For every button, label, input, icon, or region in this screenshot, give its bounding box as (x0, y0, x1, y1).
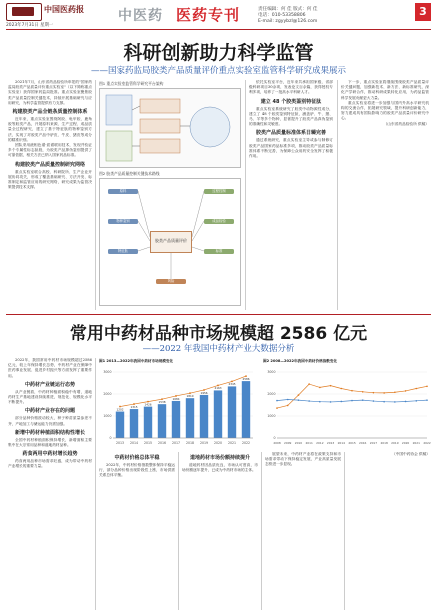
paragraph: 重点实验室将进一步加强与国内外高水平研究机构的交流合作，拓展研究领域，提升科研创新能力，努力建成具有国际影响力的胶类产品质量评价研究中心。 (341, 100, 429, 121)
chart2-point (362, 399, 364, 401)
paragraph: 展望未来，中药材产业将在政策支持和市场需求带动下保持稳定发展，产业高质量发展态势进一步显现。 (265, 452, 341, 467)
chart1-trend-point (147, 401, 149, 403)
chart2-x-tick-label: 2022 (423, 441, 431, 445)
chart1-bar (130, 409, 138, 438)
chart2-point (308, 400, 310, 402)
paragraph: 团队采用液相色谱-质谱联用技术，发现并验证多个专属性标志肽段，为胶类产品掺伪鉴别提供了可靠依据，相关方法已纳入国家药品标准。 (8, 143, 92, 158)
paragraph: 部分品种价格波动较大，种子种苗质量参差不齐，产地加工与储运能力仍需加强。 (8, 416, 92, 426)
chart2-series-line (277, 384, 427, 408)
chart1-bar (242, 381, 250, 438)
figure2-node: 原料 (108, 189, 138, 194)
chart1-trend-point (203, 389, 205, 391)
article1-col3 (249, 80, 333, 308)
chart2-point (276, 400, 278, 402)
issue-date: 2023年7月31日 星期一 (6, 23, 54, 28)
chart1-x-tick-label: 2022 (241, 441, 251, 445)
chart1-x-tick-label: 2019 (199, 441, 209, 445)
chart1-data-label: 1538 (158, 399, 166, 404)
chart2-point (276, 407, 278, 409)
chart2-y-tick-label: 2000 (267, 392, 276, 397)
paragraph: 2022年，我国常用中药材市场规模超过2586亿元，较上年保持增长态势，中药材产业在保障中医药事业发展、促进乡村振兴等方面发挥了重要作用。 (8, 358, 92, 378)
chart1-bar (144, 407, 152, 438)
chart1-x-tick-label: 2013 (115, 441, 125, 445)
section-heading: 中药材价格总体平稳 (114, 455, 160, 461)
chart2-x-tick-label: 2012 (316, 441, 324, 445)
chart1-bar (200, 395, 208, 438)
masthead-rule (6, 29, 431, 30)
chart1-data-label: 1426 (144, 402, 152, 407)
figure2-node: 成品检验 (204, 219, 234, 224)
chart2-y-tick-label: 0 (273, 436, 276, 441)
chart1-trend-point (133, 403, 135, 405)
article1-col4 (341, 80, 429, 308)
chart2-point (426, 386, 428, 388)
paragraph: 通过系统研究，重点实验室主导或参与制修订胶类产品国家药品标准多项，推动胶类产品质量标准体系不断完善，为保障公众用药安全发挥了积极作用。 (249, 138, 333, 159)
chart2-point (319, 387, 321, 389)
chart2-point (351, 400, 353, 402)
paragraph: 从产业链看，中药材种植面积稳中有增，道地药材生产基地建设持续推进，规范化、规模化水平不断提升。 (8, 389, 92, 405)
chart1-data-label: 1956 (200, 390, 208, 395)
chart2-point (394, 401, 396, 403)
article-divider (6, 314, 431, 315)
chart2-x-tick-label: 2014 (337, 441, 345, 445)
figure2-node: 物种鉴别 (108, 219, 138, 224)
column-divider (261, 452, 262, 610)
column-divider (95, 358, 96, 610)
chart2-x-tick-label: 2015 (348, 441, 356, 445)
paragraph: 全国中药材种植面积保持增长，新增面积主要集中在大宗常用品种和道地药材品种。 (8, 437, 92, 448)
section-heading: 构建胶类产品全链条质量控制体系 (12, 109, 88, 116)
chart2-point (383, 401, 385, 403)
chart1-trend-point (245, 375, 247, 377)
chart2-x-tick-label: 2013 (326, 441, 335, 445)
article2-col3 (182, 452, 258, 610)
chart2-x-tick-label: 2009 (284, 441, 292, 445)
chart2-point (298, 399, 300, 401)
chart2-x-tick-label: 2019 (391, 441, 399, 445)
chart2-point (319, 401, 321, 403)
chart2-point (415, 400, 417, 402)
chart2-point (415, 388, 417, 390)
figure2 (99, 178, 241, 306)
chart1-data-label: 2345 (228, 382, 236, 387)
chart1-data-label: 1202 (116, 407, 124, 412)
chart2-point (362, 391, 364, 393)
page-number: 3 (415, 3, 431, 21)
figure2-node: 特征肽 (108, 249, 138, 254)
signature: （中国中药协会 供稿） (391, 452, 430, 456)
chart1-x-tick-label: 2018 (185, 441, 195, 445)
chart2-x-tick-label: 2010 (294, 441, 303, 445)
chart1-trend-point (217, 385, 219, 387)
chart1-y-tick-label: 3000 (103, 370, 112, 375)
paragraph: 下一步，重点实验室将继续围绕胶类产品质量评价关键问题，加强新技术、新方法、新标准研究，深化产学研合作，推动科研成果转化应用，为药品监管科学发展贡献更大力量。 (341, 80, 429, 100)
section-heading: 药食两用中药材增长趋势 (22, 451, 78, 458)
paragraph: 2022年，中药材价格指数整体保持平稳运行，部分品种价格出现阶段性上涨，市场供需关系总体平衡。 (99, 463, 175, 478)
editor-info: 责任编辑：何 佳 版式：何 佳 电话：010-53358806 E-mail: zgyybzl@126.com (258, 7, 318, 24)
article1-subhead: ——国家药监局胶类产品质量评价重点实验室监管科学研究成果展示 (90, 66, 346, 76)
chart2-point (287, 399, 289, 401)
chart2-x-tick-label: 2016 (359, 441, 367, 445)
paragraph: 道地药材因品质优良，市场认可度高，市场份额逐年提升，已成为中药材市场的主体。 (182, 463, 258, 473)
figure2-node: 标准 (204, 249, 234, 254)
figure2-center: 胶类产品质量评价 (150, 231, 192, 253)
chart1-x-tick-label: 2017 (171, 441, 181, 445)
section-gray: 中医药 (118, 8, 163, 24)
article2-col4 (265, 452, 341, 610)
section-heading: 中药材产业存在的问题 (24, 408, 75, 415)
chart2-y-tick-label: 1000 (267, 414, 276, 419)
chart2-x-tick-label: 2017 (369, 441, 378, 445)
column-divider (344, 452, 345, 610)
chart2-point (405, 390, 407, 392)
chart2-point (287, 405, 289, 407)
chart1-y-tick-label: 1000 (103, 414, 112, 419)
chart1-x-tick-label: 2016 (157, 441, 167, 445)
chart1-x-tick-label: 2021 (227, 441, 237, 445)
chart1 (99, 366, 257, 448)
chart1-data-label: 1684 (172, 396, 180, 401)
signature: （山东省药品检验所 供稿） (383, 121, 429, 126)
chart2-point (330, 401, 332, 403)
chart1-x-tick-label: 2020 (213, 441, 223, 445)
chart1-y-tick-label: 0 (109, 436, 112, 441)
article2-subhead: ——2022 年我国中药材产业大数据分析 (142, 344, 295, 354)
chart1-bar (158, 404, 166, 438)
chart1-data-label: 1810 (186, 393, 194, 398)
chart1-x-tick-label: 2014 (129, 441, 139, 445)
chart2-point (351, 390, 353, 392)
column-divider (95, 80, 96, 310)
chart1-trend-point (161, 398, 163, 400)
article2-col5 (348, 452, 430, 610)
section-heading: 构建胶类产品质量控制研究网络 (14, 161, 85, 168)
chart2-point (373, 392, 375, 394)
article1-headline: 科研创新助力科学监管 (123, 42, 314, 64)
chart2-x-tick-label: 2011 (305, 441, 313, 445)
chart1-bar (172, 401, 180, 438)
section-red: 医药专刊 (176, 6, 241, 24)
chart1-trend-point (189, 392, 191, 394)
chart1-trend-line (120, 376, 246, 406)
chart2-x-tick-label: 2008 (273, 441, 281, 445)
chart1-y-tick-label: 2000 (103, 392, 112, 397)
chart2-point (340, 388, 342, 390)
chart2-x-tick-label: 2020 (401, 441, 410, 445)
article2-col2 (99, 452, 175, 610)
figure2-connectors (100, 179, 242, 307)
chart2-x-tick-label: 2021 (412, 441, 420, 445)
section-heading: 胶类产品质量标准体系日臻完善 (255, 130, 326, 137)
chart1-data-label: 2163 (214, 386, 222, 391)
chart2-y-tick-label: 3000 (267, 370, 276, 375)
chart1-bar (116, 412, 124, 438)
paragraph: 近年来，重点实验室围绕阿胶、龟甲胶、鹿角胶等胶类产品，开展原料来源、生产过程、成品质量全过程研究，建立了基于特征肽的物种鉴别方法，实现了对胶类产品中驴皮、牛皮、猪皮等成分的精准识别。 (8, 117, 92, 142)
chart2-point (308, 383, 310, 385)
newspaper-logo-icon (6, 3, 42, 21)
chart1-trend-point (175, 395, 177, 397)
chart1-bar (214, 390, 222, 438)
column-divider (337, 80, 338, 310)
chart2-x-tick-label: 2018 (380, 441, 388, 445)
column-divider (245, 80, 246, 310)
paragraph: 2021年7月，山东省药品检验所申报的"国家药监局胶类产品质量评价重点实验室"（以下简称重点实验室）获得国家药监局批准。重点实验室聚焦胶类产品质量控制关键技术，持续开展基础研究与应用研究，为科学监管提供有力支撑。 (8, 80, 92, 105)
paragraph: 依托实验室平台，近年来共承担国家级、省部级科研项目30余项，发表论文百余篇，获得授权专利多项，培养了一批高水平科研人才。 (249, 80, 333, 95)
column-divider (178, 452, 179, 610)
chart2-point (383, 392, 385, 394)
paragraph: 重点实验室联合高校、科研院所、生产企业开展协同攻关，形成了覆盖基础研究、方法开发、标准制定和监管应用的研究网络，研究成果为监管决策提供技术支撑。 (8, 169, 92, 190)
section-heading: 新增中药材种植面积结构性增长 (14, 429, 85, 436)
figure1-diagram (100, 89, 242, 169)
figure1 (99, 88, 241, 168)
chart2-point (340, 401, 342, 403)
chart2-point (330, 385, 332, 387)
section-heading: 道地药材市场份额持续提升 (189, 455, 250, 461)
chart1-caption: 图1 2013—2022年我国中药材市场规模变化 (99, 359, 174, 363)
figure2-node: 过程控制 (204, 189, 234, 194)
chart1-trend-point (231, 381, 233, 383)
chart1-bar (228, 386, 236, 438)
chart2-point (426, 399, 428, 401)
chart1-x-tick-label: 2015 (143, 441, 153, 445)
paragraph: 药食两用品种市场需求旺盛，成为带动中药材产业增长的重要力量。 (8, 459, 92, 469)
section-heading: 中药材产业链运行态势 (24, 381, 75, 388)
chart2-point (298, 394, 300, 396)
chart2-point (373, 400, 375, 402)
chart1-svg (99, 366, 257, 448)
chart2-point (405, 401, 407, 403)
publication-name: 中国医药报 (44, 5, 84, 14)
chart1-trend-point (119, 406, 121, 408)
paragraph: 重点实验室系统研究了胶类中动物源性成分，建立了 48 个胶类鉴别特征肽，涵盖驴、牛、猪、马、羊等多个物种，显著提升了胶类产品真伪鉴别的准确性和灵敏度。 (249, 106, 333, 127)
chart2-caption: 图2 2008—2022年我国中药材价格指数变化 (263, 359, 338, 363)
article2-headline: 常用中药材品种市场规模超 2586 亿元 (69, 324, 368, 344)
section-heading: 建立 48 个胶类鉴别特征肽 (260, 98, 322, 105)
figure2-node: 风险 (156, 279, 186, 284)
chart2 (263, 366, 431, 448)
figure2-caption: 图2 胶类产品质量控制关键技术路线 (99, 171, 160, 176)
chart1-data-label: 1315 (130, 404, 138, 409)
masthead (0, 0, 437, 30)
chart1-data-label: 2586 (242, 376, 250, 381)
figure1-caption: 图1 重点实验室监管科学研究平台架构 (99, 81, 164, 86)
article2-col1 (8, 358, 92, 610)
chart2-svg (263, 366, 431, 448)
chart1-bar (186, 398, 194, 438)
article1-col1 (8, 80, 92, 308)
chart2-point (394, 391, 396, 393)
